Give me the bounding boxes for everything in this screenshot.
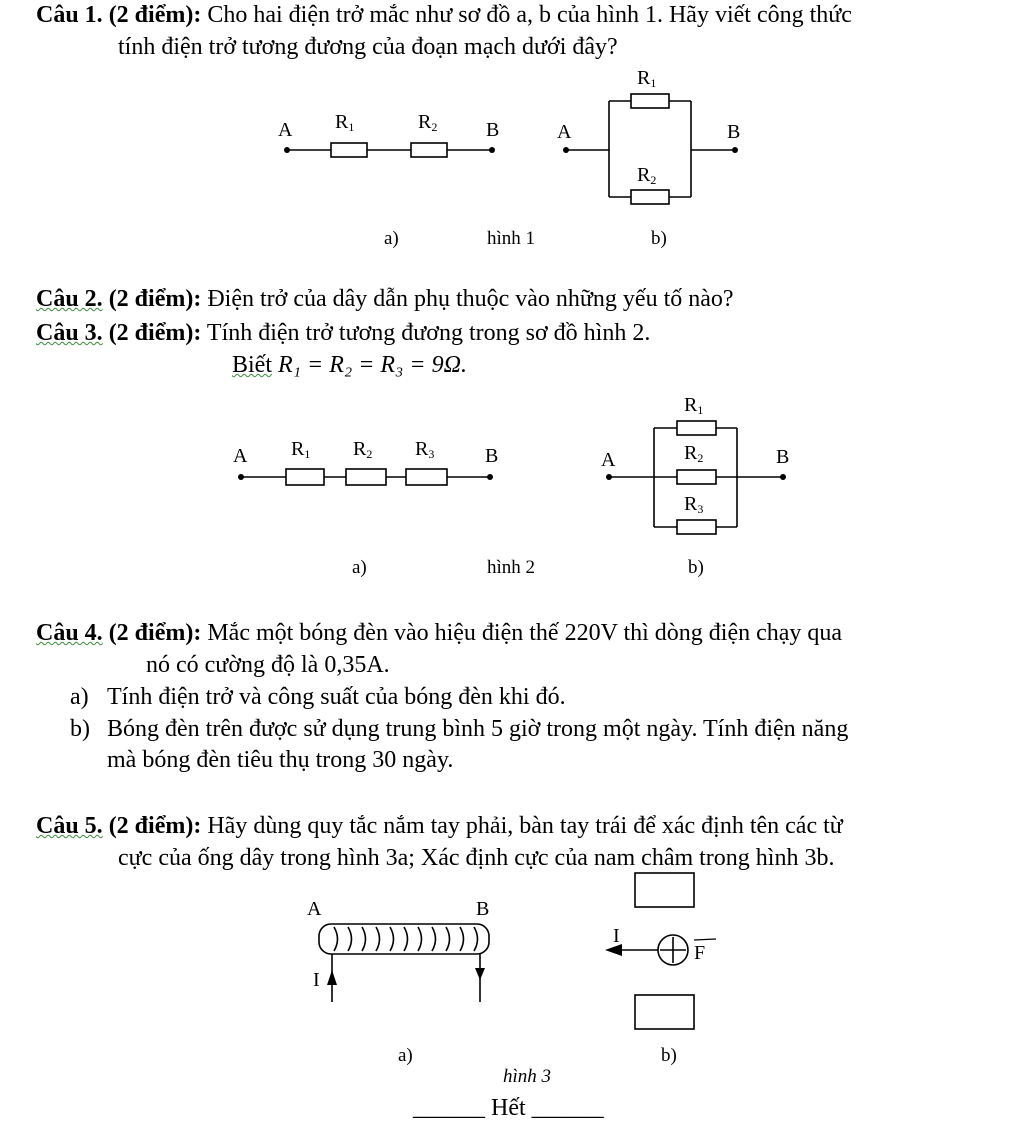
fig2a-label-b: B	[485, 445, 499, 467]
fig1a-label-b: B	[486, 119, 500, 141]
q4-text-line1: Mắc một bóng đèn vào hiệu điện thế 220V thì dòng điện chạy qua	[207, 620, 843, 646]
fig3-caption-b: b)	[661, 1045, 677, 1066]
q4-label: Câu 4.	[36, 620, 103, 646]
fig2a-label-r1: R1	[291, 438, 311, 461]
q5-points: (2 điểm):	[108, 813, 202, 839]
fig2b-label-a: A	[601, 449, 616, 471]
fig3a-label-i: I	[313, 969, 320, 991]
fig2a-label-r3: R3	[415, 438, 435, 461]
q5-text-line1: Hãy dùng quy tắc nắm tay phải, bàn tay trái để xác định tên các từ	[207, 813, 843, 839]
q5-text-line2: cực của ống dây trong hình 3a; Xác định cực của nam châm trong hình 3b.	[118, 845, 835, 871]
q1-points: (2 điểm):	[108, 2, 202, 28]
q1-text-line2: tính điện trở tương đương của đoạn mạch dưới đây?	[118, 34, 618, 60]
end-marker: ______ Hết ______	[413, 1095, 604, 1121]
current-arrow-up	[327, 970, 337, 985]
fig2b-label-b: B	[776, 446, 790, 468]
q2-points: (2 điểm):	[108, 286, 202, 312]
fig2b-label-r2: R2	[684, 442, 704, 465]
q3-points: (2 điểm):	[108, 320, 202, 346]
q3-label: Câu 3.	[36, 320, 103, 346]
q1-label: Câu 1.	[36, 2, 103, 28]
q1-text-line1: Cho hai điện trở mắc như sơ đồ a, b của hình 1. Hãy viết công thức	[207, 2, 852, 28]
fig1b-label-a: A	[557, 121, 572, 143]
magnet-pole-top	[635, 873, 694, 907]
fig2b-label-r3: R3	[684, 493, 704, 516]
fig2-caption-b: b)	[688, 557, 704, 578]
q3-given-equation: R₁ = R₂ = R₃ = 9Ω.	[278, 352, 467, 378]
fig1a-label-a: A	[278, 119, 293, 141]
fig1b-label-r1: R1	[637, 67, 657, 90]
fig2-caption: hình 2	[487, 557, 536, 578]
current-arrow-down	[475, 968, 485, 980]
magnet-pole-bottom	[635, 995, 694, 1029]
fig1b-label-r2: R2	[637, 164, 657, 187]
fig2a-label-a: A	[233, 445, 248, 467]
q5-label: Câu 5.	[36, 813, 103, 839]
fig3b-label-i: I	[613, 925, 620, 947]
fig1-caption-a: a)	[384, 228, 399, 249]
fig1-caption: hình 1	[487, 228, 536, 249]
fig1-caption-b: b)	[651, 228, 667, 249]
fig3-caption: hình 3	[503, 1066, 552, 1087]
fig2a-label-r2: R2	[353, 438, 373, 461]
fig3a-label-a: A	[307, 898, 322, 920]
q4-b-text-line1: Bóng đèn trên được sử dụng trung bình 5 giờ trong một ngày. Tính điện năng	[107, 716, 849, 742]
fig1a-label-r1: R1	[335, 111, 355, 134]
q4-a-marker: a)	[70, 684, 89, 710]
force-vector-bar	[694, 939, 716, 940]
q2-text: Điện trở của dây dẫn phụ thuộc vào những yếu tố nào?	[207, 286, 734, 312]
q2-label: Câu 2.	[36, 286, 103, 312]
fig3-caption-a: a)	[398, 1045, 413, 1066]
q4-b-text-line2: mà bóng đèn tiêu thụ trong 30 ngày.	[107, 747, 454, 773]
q4-points: (2 điểm):	[108, 620, 202, 646]
q4-a-text: Tính điện trở và công suất của bóng đèn khi đó.	[107, 684, 566, 710]
fig3a-label-b: B	[476, 898, 490, 920]
q3-given-word: Biết	[232, 352, 272, 378]
fig2b-label-r1: R1	[684, 394, 704, 417]
fig1a-label-r2: R2	[418, 111, 438, 134]
fig2-caption-a: a)	[352, 557, 367, 578]
q4-b-marker: b)	[70, 716, 90, 742]
q3-text: Tính điện trở tương đương trong sơ đồ hình 2.	[206, 320, 651, 346]
fig1b-label-b: B	[727, 121, 741, 143]
q4-text-line2: nó có cường độ là 0,35A.	[146, 652, 390, 678]
fig3b-label-f: F	[694, 942, 706, 964]
